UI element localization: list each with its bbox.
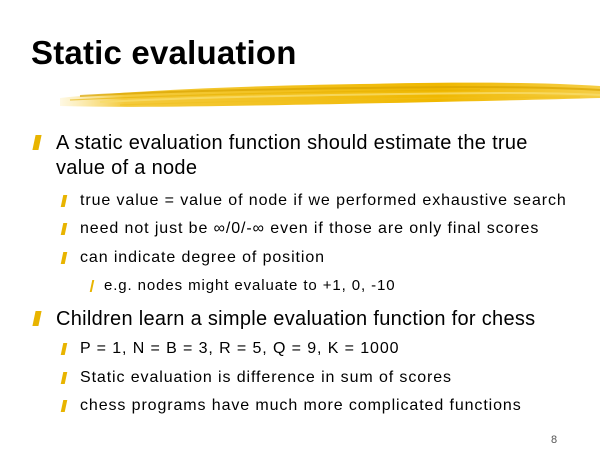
- bullet-text: Children learn a simple evaluation function for chess: [56, 308, 536, 330]
- sub-bullet-text: Static evaluation is difference in sum of scores: [80, 369, 452, 386]
- sub-sub-bullet-text: e.g. nodes might evaluate to +1, 0, -10: [104, 277, 396, 294]
- bullet-text: value of a node: [56, 157, 198, 179]
- sub-bullet-marker-icon: [61, 400, 68, 412]
- title-underline-brushstroke: [60, 78, 600, 110]
- sub-bullet-item: [80, 368, 452, 388]
- slide-title: Static evaluation: [31, 34, 297, 71]
- sub-bullet-item: [80, 191, 567, 211]
- sub-bullet-text: true value = value of node if we performed exhaustive search: [80, 192, 567, 209]
- sub-bullet-item: [80, 396, 522, 416]
- sub-bullet-marker-icon: [61, 195, 68, 207]
- sub-bullet-marker-icon: [61, 252, 68, 264]
- sub-sub-bullet-marker-icon: [90, 280, 95, 292]
- sub-bullet-text: P = 1, N = B = 3, R = 5, Q = 9, K = 1000: [80, 340, 400, 357]
- sub-bullet-item: [80, 248, 325, 268]
- bullet-item: [56, 131, 528, 181]
- bullet-text: A static evaluation function should estimate the true: [56, 132, 528, 154]
- sub-bullet-marker-icon: [61, 343, 68, 355]
- sub-bullet-text: can indicate degree of position: [80, 249, 325, 266]
- sub-bullet-item: [80, 219, 539, 239]
- bullet-marker-icon: [32, 311, 41, 326]
- sub-bullet-text: need not just be ∞/0/-∞ even if those are only final scores: [80, 220, 540, 237]
- bullet-marker-icon: [32, 135, 41, 150]
- sub-bullet-marker-icon: [61, 372, 68, 384]
- sub-bullet-text: chess programs have much more complicated functions: [80, 397, 522, 414]
- sub-sub-bullet-item: [104, 276, 396, 296]
- page-number: 8: [551, 434, 558, 446]
- sub-bullet-item: [80, 339, 399, 359]
- bullet-item: [56, 307, 535, 332]
- sub-bullet-marker-icon: [61, 223, 68, 235]
